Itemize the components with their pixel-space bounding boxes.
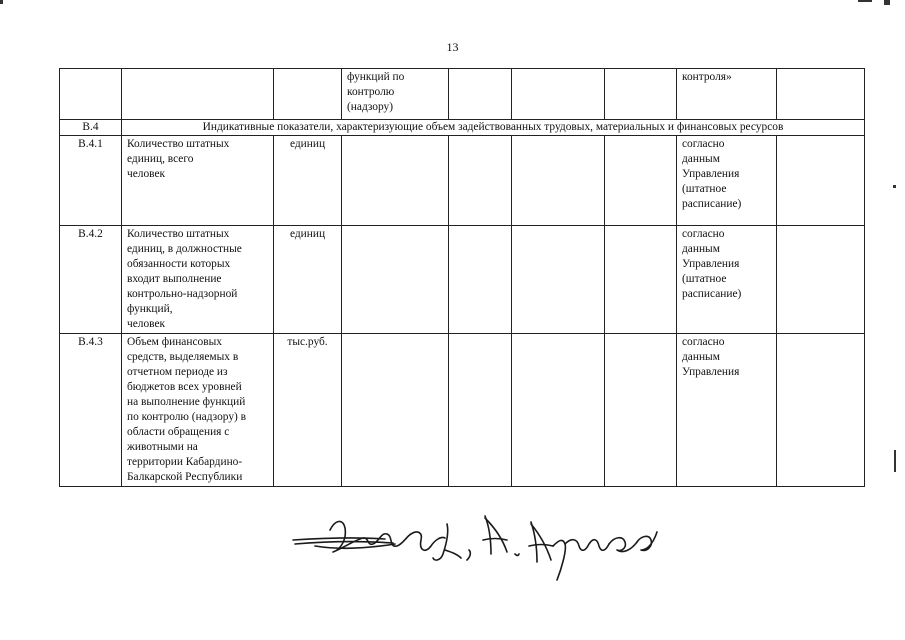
cell (512, 334, 605, 487)
page-number: 13 (446, 40, 459, 54)
cell (777, 226, 865, 334)
cell (777, 334, 865, 487)
cell (777, 69, 865, 120)
cell (449, 226, 512, 334)
cell (274, 69, 342, 120)
cell (605, 334, 677, 487)
cell-control: контроля» (677, 69, 777, 120)
section-row (60, 120, 865, 136)
scan-mark (858, 0, 872, 2)
row-unit: единиц (274, 136, 342, 226)
row-unit: тыс.руб. (274, 334, 342, 487)
cell (342, 136, 449, 226)
row-code: В.4.3 (60, 334, 122, 487)
cell-control-functions: функций по контролю (надзору) (342, 69, 449, 120)
cell (512, 226, 605, 334)
cell (449, 69, 512, 120)
table-row (60, 136, 865, 226)
scan-mark (894, 450, 896, 472)
row-source: согласно данным Управления (штатное расписание) (677, 136, 777, 226)
row-code: В.4.2 (60, 226, 122, 334)
row-name: Количество штатных единиц, всего человек (122, 136, 274, 226)
row-unit: единиц (274, 226, 342, 334)
cell (122, 69, 274, 120)
section-title: Индикативные показатели, характеризующие объем задействованных трудовых, материальных и финансовых ресурсов (122, 120, 865, 136)
cell (60, 69, 122, 120)
indicators-table (59, 68, 865, 487)
scan-mark (884, 0, 890, 5)
row-code: В.4.1 (60, 136, 122, 226)
table-row (60, 226, 865, 334)
cell (605, 69, 677, 120)
cell (449, 136, 512, 226)
row-source: согласно данным Управления (677, 334, 777, 487)
cell (512, 136, 605, 226)
cell (605, 226, 677, 334)
cell (449, 334, 512, 487)
cell (605, 136, 677, 226)
table-row (60, 334, 865, 487)
row-source: согласно данным Управления (штатное расписание) (677, 226, 777, 334)
scan-mark (893, 185, 896, 188)
section-code: В.4 (60, 120, 122, 136)
cell (342, 334, 449, 487)
continuation-row (60, 69, 865, 120)
cell (777, 136, 865, 226)
scan-mark (0, 0, 3, 4)
row-name: Количество штатных единиц, в должностные обязанности которых входит выполнение контрольно-надзорной функций, человек (122, 226, 274, 334)
signature-image (285, 510, 665, 585)
cell (342, 226, 449, 334)
row-name: Объем финансовых средств, выделяемых в отчетном периоде из бюджетов всех уровней на выполнение функций по контролю (надзору) в области обращения с животными на территории Кабардино- Балкарской Республики (122, 334, 274, 487)
cell (512, 69, 605, 120)
